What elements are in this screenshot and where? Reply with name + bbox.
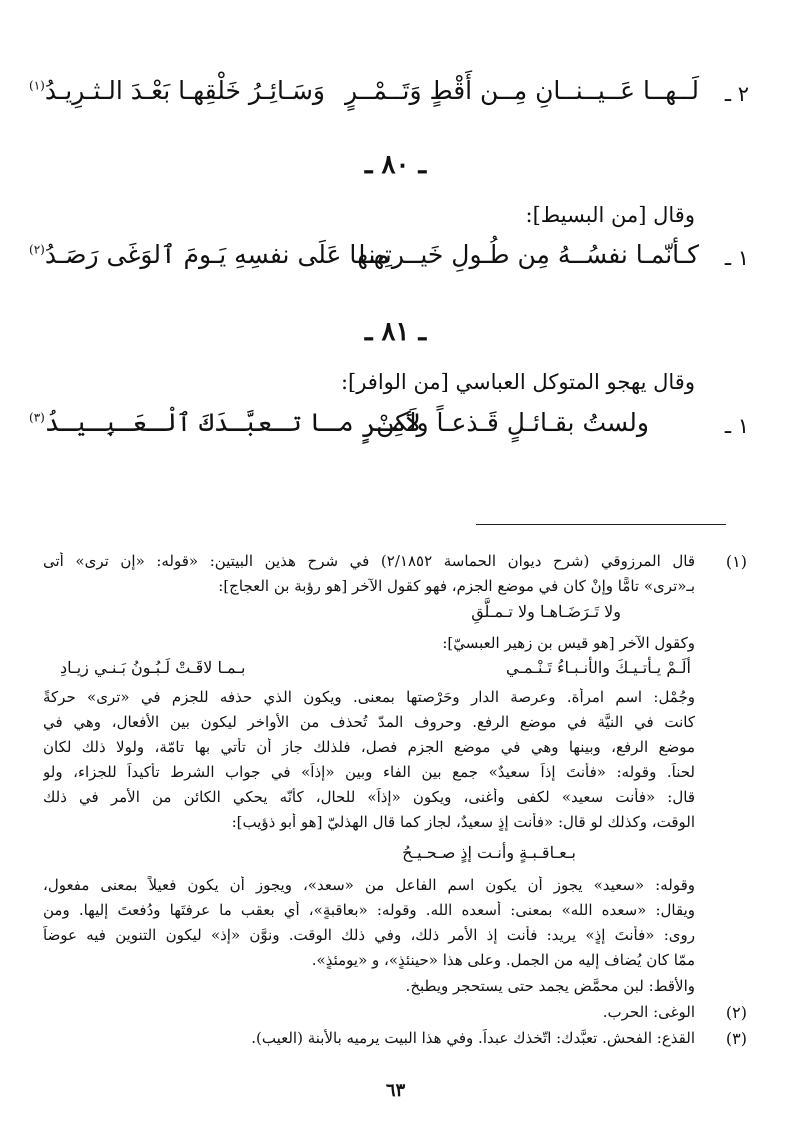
verse-number: ٢ ـ	[724, 82, 749, 106]
footnote-number: (٣)	[725, 1029, 747, 1048]
verse-row	[29, 240, 749, 280]
footnote-reference: (٢)	[29, 242, 45, 257]
footnote-verse: ألَـمْ يـأتـيـكَ والأنـبـاءُ تَـنْـمـي	[506, 658, 691, 677]
footnote-line: لحناً. وقوله: «فأنتَ إذاً سعيدٌ» جمع بين الفاء وبين «إذاً» في جواب الشرط تأكيداً للجزاء، ولو	[43, 763, 695, 781]
verse-number: ١ ـ	[724, 414, 749, 438]
footnote-line: روى: «فأنتَ إذٍ» يريد: فأنت إذ الأمر ذلك، وفي ذلك الوقت. ونوَّن «إذ» ليكون التنوين فيه عوضاً	[43, 926, 695, 944]
footnote-reference: (١)	[29, 78, 45, 93]
poem-intro: وقال يهجو المتوكل العباسي [من الوافر]:	[340, 370, 695, 394]
footnote-separator	[476, 524, 726, 525]
hemistich-text: وَسَـائِـرُ خَلْقِهـا بَعْـدَ الـثـرِيـدُ	[44, 76, 325, 105]
verse-second-hemistich	[29, 408, 420, 437]
hemistich-text: لأمـرٍ مـا تـعبَّـدَكَ ٱلْـعَـبِـيـدُ	[44, 408, 421, 437]
poem-number: ـ ٨١ ـ	[364, 317, 427, 347]
footnote-line: والأقط: لبن محمَّض يجمد حتى يستحجر ويطبخ.	[405, 977, 695, 995]
footnote-line: الوقت، وكذلك لو قال: «فأنت إذٍ سعيدٌ، لجاز كما قال الهذليّ [هو أبو ذؤيب]:	[231, 813, 695, 831]
footnote-verse: بـمـا لاقَـتْ لَـبُـونُ بَـنـي زيـادِ	[60, 658, 246, 677]
footnote-line: القذع: الفحش. تعبَّدك: اتّخذك عبداً. وفي هذا البيت يرميه بالأبنة (العيب).	[251, 1029, 695, 1047]
footnote-reference: (٣)	[29, 410, 45, 425]
hemistich-text: لَــهــا عَــيــنــانِ مِــن أَقْطٍ وَتَــمْــرٍ	[344, 76, 699, 105]
hemistich-text: منها عَلَى نفسِهِ يَـومَ ٱلوَغَى رَصَـدُ	[44, 240, 390, 269]
footnote-line: وجُمْل: اسم امرأة. وعرصة الدار وحَرْصتها بمعنى. ويكون الذي حذفه للجزم في «ترى» حركةً	[43, 688, 695, 706]
verse-second-hemistich	[29, 240, 390, 269]
footnote-line: موضع الرفع، وبينها وهي في موضع الجزم فصل، فلذلك جاز أن تأتي بها تامّة، ولولا ذلك لكان	[43, 738, 695, 756]
verse-first-hemistich	[29, 76, 325, 105]
poem-intro: وقال [من البسيط]:	[525, 203, 695, 227]
footnote-line: قال: «فأنت سعيد» لكفى وأغنى، ويكون «إذاً» للحال، كأنّه يحكي الكائن من الأمر في ذلك	[43, 788, 695, 806]
footnote-verse: بـعـاقـبـةٍ وأنـت إذٍ صـحـيـحُ	[402, 843, 576, 862]
footnote-number: (١)	[725, 552, 747, 571]
footnote-line: بـ«ترى» تامًّا وإنْ كان في موضع الجزم، فهو كقول الآخر [هو رؤبة بن العجاج]:	[218, 577, 695, 595]
footnote-line: الوغى: الحرب.	[602, 1003, 695, 1021]
footnote-line: وكقول الآخر [هو قيس بن زهير العبسيّ]:	[442, 634, 695, 652]
verse-second-hemistich	[345, 76, 699, 105]
footnote-line: قال المرزوقي (شرح ديوان الحماسة ٢/١٨٥٢) في شرح هذين البيتين: «قوله: «إن ترى» أتى	[43, 552, 695, 570]
footnote-line: كانت في النيَّة في موضع الرفع. وحروف المدّ تُحذف من الأواخر ليكون بين الأفعال، وهي في	[43, 713, 695, 731]
footnote-line: ممّا كان يُضاف إليه من الجمل. وعلى هذا «حينئذٍ»، و «يومئذٍ».	[311, 951, 695, 969]
footnote-line: وقوله: «سعيد» يجوز أن يكون اسم الفاعل من «سعد»، ويجوز أن يكون فعيلاً بمعنى مفعول،	[43, 876, 695, 894]
verse-number: ١ ـ	[724, 246, 749, 270]
footnote-verse: ولا تَـرَضَـاهـا ولا تـمـلَّقِ	[471, 602, 621, 621]
verse-first-hemistich: كـأنّمـا نفسُــهُ مِن طُـولِ خَيــرتِهـا	[358, 240, 699, 269]
footnote-line: ويقال: «سعده الله» بمعنى: أسعده الله. وقوله: «بعاقبةٍ»، أي بعقب ما عرفتَها ودُفعتَ إليها. ومن	[43, 901, 695, 919]
page-number: ٦٣	[385, 1080, 406, 1101]
verse-row	[29, 408, 749, 448]
verse-first-hemistich: ولستُ بقـائـلٍ قَـذعـاً ولَكِنْ	[376, 408, 649, 437]
poem-number: ـ ٨٠ ـ	[364, 150, 427, 180]
verse-row	[29, 76, 749, 116]
footnote-number: (٢)	[725, 1003, 747, 1022]
